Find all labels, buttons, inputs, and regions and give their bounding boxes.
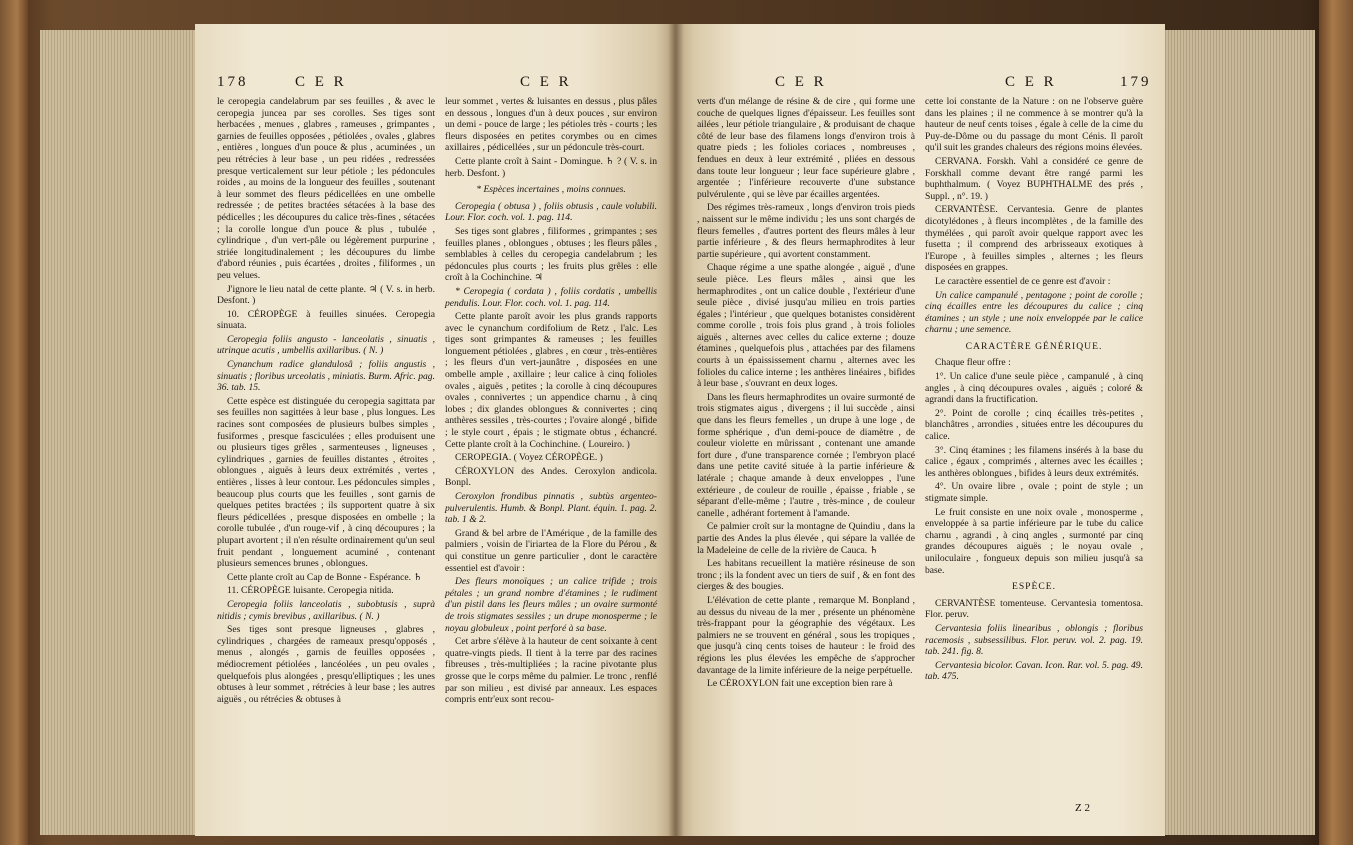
left-page-column-1 bbox=[217, 96, 435, 707]
book-cover-left bbox=[0, 0, 28, 845]
entry-heading: 10. CÉROPÈGE à feuilles sinuées. Ceropegia sinuata. bbox=[217, 308, 435, 332]
paragraph: verts d'un mélange de résine & de cire , qui forme une couche de quelques lignes d'épaisseur. Les feuilles sont ailées , leur pétiole triangulaire , & produisant de chaque côté de leur base des filamens longs d'environ trois à quatre pieds ; les folioles coriaces , nombreuses , fendues en deux à leur extrémité , pliées en dessous dans toute leur longueur ; leur face supérieure glabre , argentée ; l'inférieure recouverte d'une substance pulvérulente , qui se lève par écailles argentées. bbox=[697, 96, 915, 200]
left-page bbox=[195, 24, 675, 836]
running-head-left: C E R bbox=[295, 74, 347, 90]
paragraph: Chaque fleur offre : bbox=[935, 357, 1011, 369]
paragraph: 2°. Point de corolle ; cinq écailles très-petites , blanchâtres , arrondies , situées entre les découpures du calice. bbox=[925, 407, 1143, 443]
paragraph: Ses tiges sont presque ligneuses , glabres , cylindriques , chargées de rameaux presqu'opposés , menus , alongés , garnis de feuilles opposées , médiocrement pétiolées , lancéolées , un peu ovales , quelquefois plus alongées , presqu'elliptiques ; les unes obtuses à leur sommet , rétrécies à leur base ; les autres aiguës , ou rétrécies & obtuses à bbox=[217, 624, 435, 705]
paragraph: Cette espèce est distinguée du ceropegia sagittata par ses feuilles non sagittées à leur base , plus longues. Les racines sont composées de plusieurs bulbes simples , fusiformes , presque fasciculées ; elles produisent une ou plusieurs tiges grêles , sarmenteuses , ligneuses , cylindriques , garnies de feuilles distantes , étroites , oblongues , aiguës à leurs deux extrémités , vertes , entières , lisses à leur contour. Les pédoncules simples , beaucoup plus courts que les feuilles , sont garnis de quelques petites bractées ; ils supportent quatre à six fleurs pédicellées , presque disposées en ombelle ; la corolle tubulée , d'un rouge-vif , à cinq découpures ; la plupart avortent ; il n'en résulte ordinairement qu'un seul fruit pendant , longuement acuminé , contenant plusieurs semences brunes , oblongues. bbox=[217, 395, 435, 570]
character-description: Des fleurs monoïques ; un calice trifide ; trois pétales ; un grand nombre d'étamines ; le rudiment d'un pistil dans les fleurs mâles ; un ovaire surmonté de trois stigmates sessiles ; un drupe monosperme ; le noyau globuleux , point perforé à sa base. bbox=[445, 576, 657, 634]
paragraph: Cet arbre s'élève à la hauteur de cent soixante à cent quatre-vingts pieds. Il tient à la terre par des racines fibreuses , très-multipliées ; la racine pivotante plus grosse que le corps même du palmier. Le tronc , renflé par son milieu , est divisé par anneaux. Les espaces compris entr'eux sont recou- bbox=[445, 636, 657, 706]
paragraph: Cette plante croît à Saint - Domingue. ♄ ? ( V. s. in herb. Desfont. ) bbox=[445, 155, 657, 179]
section-heading: * Espèces incertaines , moins connues. bbox=[476, 184, 626, 196]
page-edges-right bbox=[1165, 30, 1315, 835]
entry-heading: CERVANTÈSE. Cervantesia. Genre de plantes dicotylédones , à fleurs incomplètes , de la famille des thymélées , qui paroît avoir quelque rapport avec les fusetta ; il comprend des arbrisseaux exotiques à l'Europe , à feuilles simples , alternes ; les fleurs disposées en grappes. bbox=[925, 204, 1143, 274]
character-description: Un calice campanulé , pentagone ; point de corolle ; cinq écailles entre les découpures du calice ; cinq étamines ; un style ; une noix enveloppée par le calice charnu ; une semence. bbox=[925, 289, 1143, 336]
right-page-column-2 bbox=[925, 96, 1143, 685]
paragraph: leur sommet , vertes & luisantes en dessus , plus pâles en dessous , longues d'un à deux pouces , sur environ un demi - pouce de large ; les pétioles très - courts ; les fleurs disposées en petites corymbes ou en cimes axillaires , pédicellées , sur un pédoncule très-court. bbox=[445, 96, 657, 154]
paragraph: Dans les fleurs hermaphrodites un ovaire surmonté de trois stigmates aigus , divergens ; il lui succède , ainsi que dans les fleurs femelles , un drupe à une loge , de forme sphérique , d'un demi-pouce de diamètre , de couleur violette en mûrissant , contenant une amande fort dure , d'une transparence cornée ; l'embryon placé dans une petite cavité située à la partie inférieure & latérale ; chaque amande à deux enveloppes , l'une extérieure , de couleur de rouille , épaisse , friable , se séparant d'elle-même ; l'autre , très-mince , de couleur canelle , adhérant fortement à l'amande. bbox=[697, 391, 915, 519]
paragraph: Cette plante croît au Cap de Bonne - Espérance. ♄ bbox=[227, 571, 423, 583]
paragraph: Chaque régime a une spathe alongée , aiguë , d'une seule pièce. Les fleurs mâles , ainsi que les hermaphrodites , ont un calice double , l'extérieur d'une seule pièce , divisé jusqu'au milieu en trois parties égales ; l'intérieur , que quelques botanistes considèrent comme corolle , trois fois plus grand , à trois folioles aiguës , alternes avec celles du calice externe ; douze étamines , quelquefois plus , attachées par des filamens courts à un épaississement charnu , alternes avec les folioles du calice interne ; les anthères linéaires , bifides à leur base , s'ouvrant en deux loges. bbox=[697, 262, 915, 390]
cross-reference: CEROPEGIA. ( Voyez CÉROPÈGE. ) bbox=[455, 452, 603, 464]
paragraph: le ceropegia candelabrum par ses feuilles , & avec le ceropegia juncea par ses corolles. Ses tiges sont herbacées , menues , glabres , rameuses , grimpantes , garnies de feuilles opposées , pétiolées , ovales , glabres , entières , longues d'un pouce & plus , acuminées , un peu rétrécies à leur base , un peu ridées , redressées presque verticalement sur leur pétiole ; les pédoncules roides , au moins de la longueur des feuilles , soutenant à leur sommet des fleurs pédicellées en une ombelle redressée ; de petites bractées sétacées à la base des pédicelles ; les découpures du calice très-fines , sétacées ; la corolle longue d'un pouce & plus , tubulée , cylindrique , d'un vert-pâle ou légèrement purpurine , striée longitudinalement ; les découpures du limbe d'abord réunies , puis écartées , droites , filiformes , un peu velues. bbox=[217, 96, 435, 281]
paragraph: Grand & bel arbre de l'Amérique , de la famille des palmiers , voisin de l'iriartea de la Flore du Pérou , & qui constitue un genre particulier , dont le caractère essentiel est d'avoir : bbox=[445, 527, 657, 574]
running-head-left-col2: C E R bbox=[520, 74, 572, 90]
right-page bbox=[675, 24, 1165, 836]
latin-diagnosis: Ceropegia ( obtusa ) , foliis obtusis , caule volubili. Lour. Flor. coch. vol. 1. pag. 114. bbox=[445, 200, 657, 224]
paragraph: Cette plante paroît avoir les plus grands rapports avec le cynanchum cordifolium de Retz , l'alc. Les tiges sont grimpantes & rameuses ; les feuilles longuement pétiolées , glabres , en cœur , très-entières ; les fleurs d'un vert-jaunâtre , disposées en une ombelle ample , axillaire ; leur calice à cinq folioles ovales , aiguës , petites ; la corolle à cinq découpures ovales , connivertes ; un appendice charnu , à cinq lobes ; dix glandes oblongues & connivertes ; cinq anthères sessiles , très-courtes ; l'ovaire alongé , bifide ; le style court , épais ; le stigmate obtus , échancré. Cette plante croît à la Cochinchine. ( Loureiro. ) bbox=[445, 311, 657, 450]
paragraph: Les habitans recueillent la matière résineuse de son tronc ; ils la fondent avec un tiers de suif , & en font des cierges & des bougies. bbox=[697, 558, 915, 593]
signature-mark: Z 2 bbox=[1075, 802, 1090, 814]
paragraph: Ses tiges sont glabres , filiformes , grimpantes ; ses feuilles planes , oblongues , obtuses ; les fleurs pâles , semblables à celles du ceropegia candelabrum ; les pédoncules plus courts ; les fruits plus grêles : elle croît à la Cochinchine. ♃ bbox=[445, 225, 657, 284]
right-page-column-1 bbox=[697, 96, 915, 692]
entry-heading: 11. CÉROPÈGE luisante. Ceropegia nitida. bbox=[227, 585, 394, 597]
paragraph: J'ignore le lieu natal de cette plante. ♃ ( V. s. in herb. Desfont. ) bbox=[217, 283, 435, 307]
entry-heading: CERVANA. Forskh. Vahl a considéré ce genre de Forskhall comme devant être rangé parmi les buphthalmum. ( Voyez BUPHTHALME des prés , Suppl. , n°. 19. ) bbox=[925, 155, 1143, 202]
paragraph: cette loi constante de la Nature : on ne l'observe guère dans les plaines ; il ne commence à se montrer qu'à la hauteur de neuf cents toises , égale à celle de la cime du Puy-de-Dôme ou du passage du mont Cénis. Il paroît qu'il suit les grandes chaleurs des régions moins élevées. bbox=[925, 96, 1143, 154]
book-cover-right bbox=[1319, 0, 1353, 845]
running-head-right: C E R bbox=[1005, 74, 1057, 90]
section-heading: ESPÈCE. bbox=[1011, 581, 1057, 593]
entry-heading: CÉROXYLON des Andes. Ceroxylon andicola. Bonpl. bbox=[445, 465, 657, 489]
paragraph: L'élévation de cette plante , remarque M. Bonpland , au dessus du niveau de la mer , présente un phénomène très-frappant pour la géographie des végétaux. Les palmiers ne se trouvent en général , sous les tropiques , que jusqu'à cinq cents toises de hauteur : le froid des régions les plus élevées les empêche de s'approcher davantage de la limite inférieure de la neige perpétuelle. bbox=[697, 594, 915, 676]
page-edges-left bbox=[40, 30, 195, 835]
latin-diagnosis: Ceropegia foliis angusto - lanceolatis , sinuatis , utrinque acutis , umbellis axillaribus. ( N. ) bbox=[217, 333, 435, 357]
paragraph: Des régimes très-rameux , longs d'environ trois pieds , naissent sur le même individu ; les uns sont chargés de fleurs femelles , d'autres portent des fleurs mâles à leur partie inférieure , & des fleurs hermaphrodites à leur partie supérieure , qui avortent constamment. bbox=[697, 202, 915, 260]
section-heading: CARACTÈRE GÉNÉRIQUE. bbox=[965, 340, 1103, 352]
paragraph: 1°. Un calice d'une seule pièce , campanulé , à cinq angles , à cinq découpures ovales , aiguës ; coloré & agrandi dans la fructification. bbox=[925, 371, 1143, 406]
synonym: Cynanchum radice glandulosâ ; foliis angustis , sinuatis ; floribus urceolatis , miniatis. Burm. Afric. pag. 36. tab. 15. bbox=[217, 359, 435, 394]
latin-diagnosis: Cervantesia foliis linearibus , oblongis ; floribus racemosis , subsessilibus. Flor. peruv. vol. 2. pag. 19. tab. 241. fig. 8. bbox=[925, 622, 1143, 658]
paragraph: Le fruit consiste en une noix ovale , monosperme , enveloppée à sa partie inférieure par le tube du calice charnu , agrandi , à cinq angles , surmonté par cinq grandes découpures aiguës ; le noyau ovale , uniloculaire , fongueux depuis son milieu jusqu'à sa base. bbox=[925, 506, 1143, 576]
page-number-right: 179 bbox=[1120, 74, 1152, 90]
page-number-left: 178 bbox=[217, 74, 249, 90]
paragraph: Le caractère essentiel de ce genre est d'avoir : bbox=[935, 275, 1111, 287]
book-gutter bbox=[668, 24, 684, 836]
paragraph: Ce palmier croît sur la montagne de Quindiu , dans la partie des Andes la plus élevée , qui sépare la vallée de la Madeleine de celle de la rivière de Cauca. ♄ bbox=[697, 521, 915, 556]
latin-diagnosis: Ceropegia foliis lanceolatis , subobtusis , suprà nitidis ; cymis brevibus , axillaribus. ( N. ) bbox=[217, 598, 435, 622]
latin-diagnosis: Cervantesia bicolor. Cavan. Icon. Rar. vol. 5. pag. 49. tab. 475. bbox=[925, 659, 1143, 683]
paragraph: Le CÉROXYLON fait une exception bien rare à bbox=[707, 678, 893, 690]
entry-heading: CERVANTÈSE tomenteuse. Cervantesia tomentosa. Flor. peruv. bbox=[925, 597, 1143, 621]
left-page-column-2 bbox=[445, 96, 657, 708]
paragraph: 3°. Cinq étamines ; les filamens insérés à la base du calice , égaux , comprimés , alternes avec les écailles ; les anthères oblongues , bifides à leurs deux extrémités. bbox=[925, 444, 1143, 479]
latin-diagnosis: Ceroxylon frondibus pinnatis , subtùs argenteo-pulverulentis. Humb. & Bonpl. Plant. équin. 1. pag. 2. tab. 1 & 2. bbox=[445, 491, 657, 526]
paragraph: 4°. Un ovaire libre , ovale ; point de style ; un stigmate simple. bbox=[925, 481, 1143, 504]
running-head-right-col1: C E R bbox=[775, 74, 827, 90]
latin-diagnosis: * Ceropegia ( cordata ) , foliis cordatis , umbellis pendulis. Lour. Flor. coch. vol. 1. pag. 114. bbox=[445, 285, 657, 309]
